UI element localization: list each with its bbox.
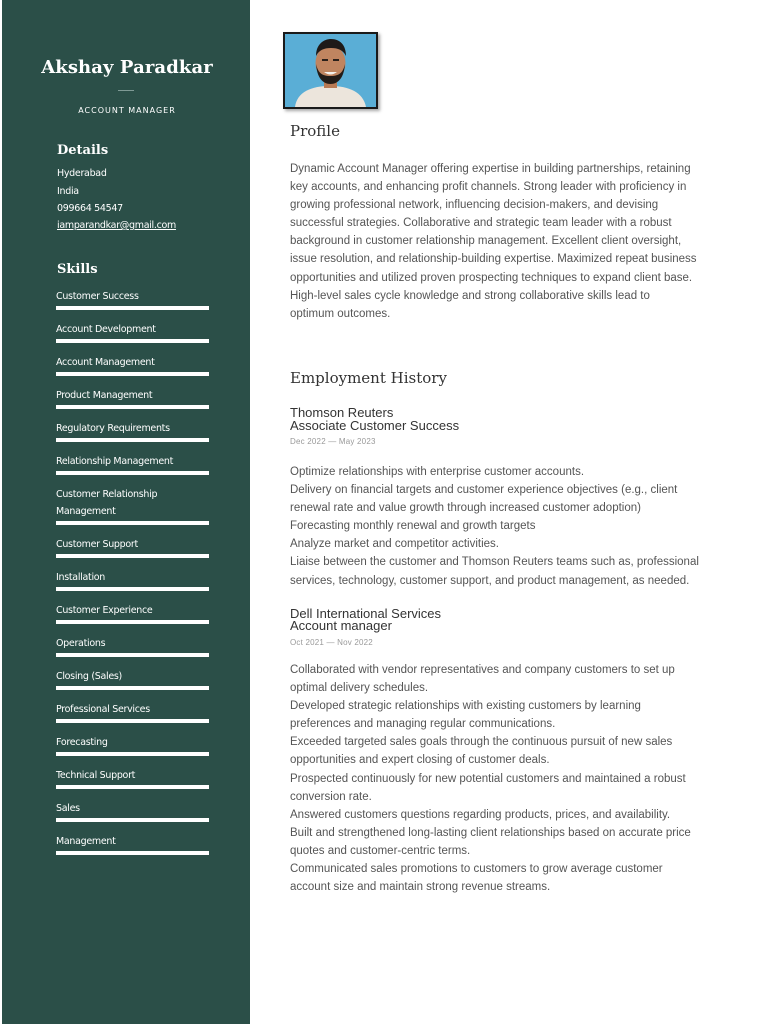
job-line: optimal delivery schedules. [290,682,429,695]
job-line: Answered customers questions regarding products, prices, and availability. [290,808,671,821]
profile-line: optimum outcomes. [290,307,391,320]
job-company: Dell International Services [290,606,442,621]
skill-label: Management [56,836,116,847]
job-role: Account manager [290,618,392,633]
skill-item [56,536,209,553]
job-line: Developed strategic relationships with existing customers by learning [290,700,641,713]
skill-level-bar [56,471,209,475]
skill-level-bar [56,785,209,789]
skill-level-bar [56,306,209,310]
skill-level-bar [56,620,209,624]
job-line: Delivery on financial targets and customer experience objectives (e.g., client [290,484,678,497]
skill-level-bar [56,818,209,822]
job-line: Communicated sales promotions to customers to grow average customer [290,863,663,876]
skill-label: Closing (Sales) [56,671,122,682]
skills-heading: Skills [57,262,98,277]
job-line: opportunities and expert closing of customer deals. [290,754,550,767]
skill-item [56,833,209,850]
job-line: Prospected continuously for new potential customers and maintained a robust [290,772,686,785]
job-line: renewal rate and value growth through increased customer adoption) [290,502,641,515]
job-description [290,661,710,896]
skill-item [56,767,209,784]
job-line: services, technology, customer support, and product management, as needed. [290,574,690,587]
skill-item [56,453,209,470]
skill-item [56,354,209,371]
skill-level-bar [56,554,209,558]
skill-label: Technical Support [56,770,136,781]
skill-level-bar [56,587,209,591]
profile-summary [290,160,710,323]
skill-item [56,420,209,437]
skill-label: Account Management [56,357,155,368]
job-description [290,463,710,590]
profile-line: growing professional network, influencing decision-makers, and devising [290,199,659,212]
job-line: Optimize relationships with enterprise customer accounts. [290,466,585,478]
job-dates: Oct 2021 — Nov 2022 [290,638,373,647]
skill-level-bar [56,521,209,525]
job-line: quotes and customer-centric terms. [290,844,471,857]
skill-item [56,288,209,305]
job-role: Associate Customer Success [290,418,460,433]
skill-item [56,569,209,586]
skill-label: Customer Experience [56,605,153,616]
profile-line: High-level sales cycle knowledge and strong collaborative skills lead to [290,289,650,302]
sidebar [0,0,250,1024]
detail-phone: 099664 54547 [57,203,123,214]
job-line: Liaise between the customer and Thomson Reuters teams such as, professional [290,556,699,569]
skill-item [56,486,209,520]
job-line: Analyze market and competitor activities. [290,538,500,551]
profile-line: successful strategies. Collaborative and strategic team leader with a robust [290,217,672,230]
job-line: account size and maintain strong revenue streams. [290,881,551,894]
skill-label: Customer Success [56,291,139,302]
skill-level-bar [56,405,209,409]
skill-level-bar [56,719,209,723]
skill-label: Customer Relationship Management [56,489,158,517]
job-line: Built and strengthened long-lasting client relationships based on accurate price [290,826,691,839]
skill-label: Customer Support [56,539,138,550]
job-line: Collaborated with vendor representatives and company customers to set up [290,664,675,676]
skill-level-bar [56,372,209,376]
job-line: Forecasting monthly renewal and growth targets [290,520,536,533]
skill-label: Forecasting [56,737,108,748]
skill-item [56,800,209,817]
skill-label: Installation [56,572,106,583]
skill-item [56,387,209,404]
name-divider [118,90,134,91]
profile-line: opportunities and utilized proven prospecting techniques to expand client base. [290,271,693,284]
job-line: preferences and managing regular communications. [290,718,556,731]
profile-line: background in customer relationship management. Excellent client oversight, [290,235,682,248]
skill-label: Account Development [56,324,156,335]
detail-city: Hyderabad [57,168,107,179]
skill-level-bar [56,752,209,756]
skill-level-bar [56,653,209,657]
job-line: conversion rate. [290,790,372,803]
job-line: Exceeded targeted sales goals through the continuous pursuit of new sales [290,736,673,749]
skill-label: Sales [56,803,80,814]
skill-level-bar [56,686,209,690]
profile-heading: Profile [290,122,340,140]
skill-level-bar [56,851,209,855]
skill-label: Relationship Management [56,456,174,467]
skill-item [56,701,209,718]
job-dates: Dec 2022 — May 2023 [290,437,376,446]
profile-line: Dynamic Account Manager offering expertise in building partnerships, retaining [290,163,691,175]
skill-level-bar [56,339,209,343]
skill-label: Professional Services [56,704,150,715]
skill-item [56,321,209,338]
profile-line: issue resolution, and relationship-building expertise. Maximized repeat business [290,253,697,266]
skill-label: Operations [56,638,106,649]
job-company: Thomson Reuters [290,405,394,420]
details-heading: Details [57,143,109,158]
person-avatar-icon [285,34,376,107]
skill-label: Regulatory Requirements [56,423,170,434]
detail-email-link[interactable]: iamparandkar@gmail.com [57,220,177,231]
sidebar-edge [0,0,2,1024]
skill-item [56,734,209,751]
detail-country: India [57,186,79,197]
skill-item [56,668,209,685]
profile-line: key accounts, and enhancing profit channels. Strong leader with proficiency in [290,181,687,194]
skill-item [56,635,209,652]
skill-label: Product Management [56,390,153,401]
skill-level-bar [56,438,209,442]
person-title: ACCOUNT MANAGER [78,106,176,115]
skill-item [56,602,209,619]
profile-photo [283,32,378,109]
person-name: Akshay Paradkar [41,57,213,78]
employment-heading: Employment History [290,369,447,387]
